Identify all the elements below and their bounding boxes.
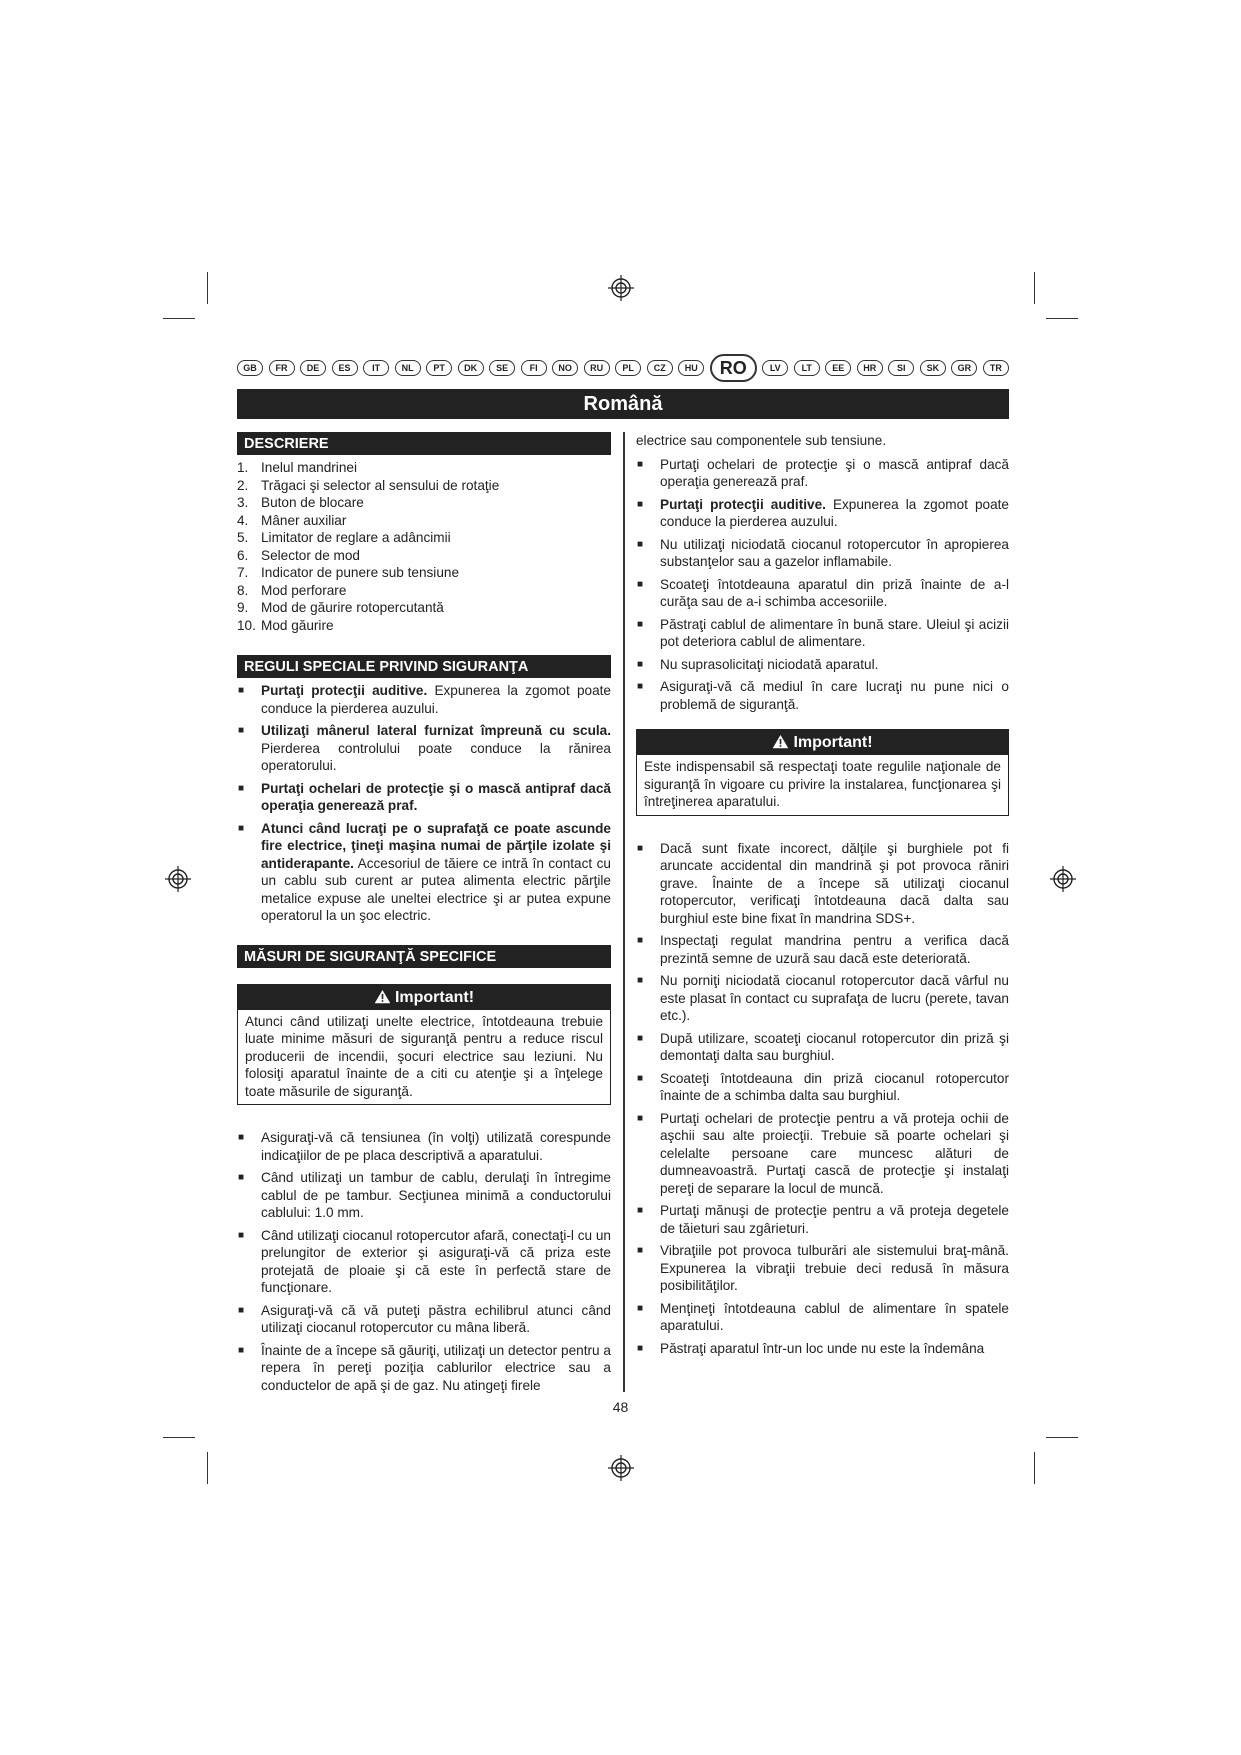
item-text: Păstraţi cablul de alimentare în bună stare. Uleiul şi acizii pot deteriora cablul de alimentare. <box>660 616 1009 649</box>
list-item: ■ Asiguraţi-vă că tensiunea (în volţi) utilizată corespunde indicaţiilor de pe placa descriptivă a aparatului. <box>237 1129 611 1164</box>
language-tab-si: SI <box>888 360 914 376</box>
language-tab-fi: FI <box>521 360 547 376</box>
safety-rules-list <box>237 682 611 925</box>
language-tab-es: ES <box>332 360 358 376</box>
list-item: ■ Vibraţiile pot provoca tulburări ale sistemului braţ-mână. Expunerea la vibraţii trebuie deci redusă în măsura posibilităţilor. <box>636 1242 1009 1295</box>
item-label: Mod de găurire rotopercutantă <box>261 600 444 615</box>
language-tab-tr: TR <box>983 360 1009 376</box>
list-item <box>636 656 1009 674</box>
language-tab-dk: DK <box>458 360 484 376</box>
list-item: ■ Când utilizaţi un tambur de cablu, derulaţi în întregime cablul de pe tambur. Secţiunea minimă a conductorului cablului: 1.0 mm. <box>237 1169 611 1222</box>
language-tab-no: NO <box>552 360 578 376</box>
language-tab-sk: SK <box>920 360 946 376</box>
list-item <box>237 494 611 512</box>
continued-text: electrice sau componentele sub tensiune. <box>636 433 887 448</box>
item-text: Nu suprasolicitaţi niciodată aparatul. <box>660 656 879 672</box>
list-item <box>237 599 611 617</box>
safety-list-b <box>636 840 1009 1358</box>
registration-mark-icon <box>165 866 191 892</box>
item-number: 5. <box>237 530 249 545</box>
specific-measures-list <box>237 1129 611 1394</box>
language-tab-se: SE <box>489 360 515 376</box>
list-item <box>237 512 611 530</box>
page-number: 48 <box>612 1399 629 1415</box>
column-divider <box>623 432 625 1392</box>
warning-icon <box>772 734 789 749</box>
crop-mark <box>163 1437 195 1438</box>
list-item: ■ Asiguraţi-vă că vă puteţi păstra echilibrul atunci când utilizaţi ciocanul rotopercutor cu mâna liberă. <box>237 1302 611 1337</box>
list-item <box>636 616 1009 651</box>
item-number: 10. <box>237 617 256 633</box>
list-item: ■ Nu porniţi niciodată ciocanul rotopercutor dacă vârful nu este plasat în contact cu suprafaţa de lucru (perete, tavan etc.). <box>636 972 1009 1025</box>
crop-mark <box>207 272 208 304</box>
page-title: Română <box>237 389 1009 419</box>
language-tab-cz: CZ <box>647 360 673 376</box>
language-tab-gr: GR <box>951 360 977 376</box>
list-item: ■ Păstraţi aparatul într-un loc unde nu este la îndemâna <box>636 1340 1009 1358</box>
list-item <box>237 547 611 565</box>
crop-mark <box>1034 272 1035 304</box>
item-text: Expunerea la zgomot poate conduce la pierderea auzului. <box>660 496 1009 529</box>
important-text: Este indispensabil să respectaţi toate regulile naţionale de siguranţă în vigoare cu privire la instalarea, funcţionarea şi întreţinerea aparatului. <box>644 759 1001 809</box>
list-item <box>237 582 611 600</box>
list-item <box>636 576 1009 611</box>
item-number: 7. <box>237 565 249 580</box>
list-item <box>237 617 611 635</box>
item-emphasis: Purtaţi ochelari de protecţie şi o mască antipraf dacă operaţia generează praf. <box>261 780 611 813</box>
item-number: 3. <box>237 495 249 510</box>
language-tab-pt: PT <box>426 360 452 376</box>
crop-mark <box>1034 1452 1035 1484</box>
language-tab-lv: LV <box>762 360 788 376</box>
list-item <box>636 678 1009 713</box>
item-number: 2. <box>237 477 249 493</box>
list-item <box>237 820 611 925</box>
item-emphasis: Utilizaţi mânerul lateral furnizat împreună cu scula. <box>261 723 611 738</box>
list-item <box>237 477 611 495</box>
item-label: Mod perforare <box>261 582 347 598</box>
crop-mark <box>207 1452 208 1484</box>
description-list <box>237 459 611 634</box>
language-tab-pl: PL <box>615 360 641 376</box>
item-text: Asiguraţi-vă că mediul în care lucraţi nu pune nici o problemă de siguranţă. <box>660 679 1009 712</box>
list-item: ■ Înainte de a începe să găuriţi, utilizaţi un detector pentru a repera în pereţi poziţia cablurilor electrice sau a conductelor de apă şi de gaz. Nu atingeţi firele <box>237 1342 611 1395</box>
left-column <box>237 432 611 1399</box>
list-item: ■ Când utilizaţi ciocanul rotopercutor afară, conectaţi-l cu un prelungitor de exterior şi asiguraţi-vă că priza este protejată de ploaie şi că este în perfectă stare de funcţionare. <box>237 1227 611 1297</box>
list-item <box>237 780 611 815</box>
item-label: Buton de blocare <box>261 495 364 510</box>
list-item <box>636 456 1009 491</box>
item-text: Purtaţi ochelari de protecţie şi o mască antipraf dacă operaţia generează praf. <box>660 456 1009 489</box>
item-number: 6. <box>237 547 249 563</box>
item-text: Accesoriul de tăiere ce intră în contact cu un cablu sub curent ar putea alimenta electric părţile metalice expuse ale uneltei electrice şi ar putea expune operatorul la un şoc electric. <box>261 855 611 923</box>
section-title-descriere: DESCRIERE <box>237 432 611 455</box>
item-number: 4. <box>237 512 249 528</box>
item-number: 8. <box>237 582 249 598</box>
language-tab-ro: RO <box>710 354 757 382</box>
item-emphasis: Atunci când lucraţi pe o suprafaţă ce poate ascunde fire electrice, ţineţi maşina numai de părţile izolate şi antiderapante. <box>261 820 611 871</box>
item-label: Limitator de reglare a adâncimii <box>261 530 451 545</box>
language-tab-fr: FR <box>269 360 295 376</box>
important-header <box>238 985 610 1010</box>
language-tab-de: DE <box>300 360 326 376</box>
registration-mark-icon <box>1050 866 1076 892</box>
list-item: ■ Purtaţi mănuşi de protecţie pentru a vă proteja degetele de tăieturi sau zgârieturi. <box>636 1202 1009 1237</box>
list-item: ■ Purtaţi ochelari de protecţie pentru a vă proteja ochii de aşchii sau alte proiecţii. Trebuie să poarte ochelari şi celelalte persoane care muncesc alături de dumneavoastră. Purtaţi cască de protecţie şi instalaţi pereţi de separare la locul de muncă. <box>636 1110 1009 1198</box>
item-label: Indicator de punere sub tensiune <box>261 565 460 580</box>
item-emphasis: Purtaţi protecţii auditive. <box>660 496 826 512</box>
list-item <box>237 564 611 582</box>
list-item <box>636 536 1009 571</box>
list-item <box>636 496 1009 531</box>
section-title-masuri: MĂSURI DE SIGURANŢĂ SPECIFICE <box>237 945 611 968</box>
language-tab-gb: GB <box>237 360 263 376</box>
item-label: Selector de mod <box>261 547 360 563</box>
important-title: Important! <box>793 734 873 751</box>
section-title-reguli: REGULI SPECIALE PRIVIND SIGURANŢA <box>237 655 611 678</box>
language-tab-hr: HR <box>857 360 883 376</box>
item-label: Inelul mandrinei <box>261 460 357 475</box>
list-item <box>237 529 611 547</box>
language-tab-nl: NL <box>395 360 421 376</box>
important-title: Important! <box>394 988 475 1006</box>
crop-mark <box>163 318 195 319</box>
important-header <box>637 730 1008 755</box>
list-item: ■ Inspectaţi regulat mandrina pentru a verifica dacă prezintă semne de uzură sau dacă este deteriorată. <box>636 932 1009 967</box>
important-text: Atunci când utilizaţi unelte electrice, întotdeauna trebuie luate minime măsuri de siguranţă pentru a reduce riscul producerii de incendii, şocuri electrice sau leziuni. Nu folosiţi aparatul înainte de a citi cu atenţie şi a înţelege toate măsurile de siguranţă. <box>245 1013 603 1099</box>
safety-list-a <box>636 456 1009 714</box>
language-tab-ee: EE <box>825 360 851 376</box>
registration-mark-icon <box>608 275 634 301</box>
item-number: 9. <box>237 600 249 615</box>
registration-mark-icon <box>608 1455 634 1481</box>
list-item <box>237 459 611 477</box>
list-item <box>237 722 611 775</box>
language-tab-ru: RU <box>584 360 610 376</box>
right-column <box>636 432 1009 1362</box>
item-label: Mod găurire <box>261 617 334 633</box>
language-tab-it: IT <box>363 360 389 376</box>
list-item: ■ Menţineţi întotdeauna cablul de alimentare în spatele aparatului. <box>636 1300 1009 1335</box>
language-selector <box>237 354 1009 382</box>
list-item <box>237 682 611 717</box>
item-label: Mâner auxiliar <box>261 512 347 528</box>
warning-icon <box>374 989 391 1004</box>
important-box <box>237 984 611 1106</box>
language-tab-hu: HU <box>678 360 704 376</box>
list-item: ■ După utilizare, scoateţi ciocanul rotopercutor din priză şi demontaţi dalta sau burghiul. <box>636 1030 1009 1065</box>
item-text: Scoateţi întotdeauna aparatul din priză înainte de a-l curăţa sau de a-i schimba accesoriile. <box>660 576 1009 609</box>
list-item: ■ Scoateţi întotdeauna din priză ciocanul rotopercutor înainte de a schimba dalta sau burghiul. <box>636 1070 1009 1105</box>
item-text: Pierderea controlului poate conduce la rănirea operatorului. <box>261 740 611 773</box>
crop-mark <box>1046 1437 1078 1438</box>
important-box <box>636 729 1009 816</box>
item-text: Expunerea la zgomot poate conduce la pierderea auzului. <box>261 683 611 716</box>
list-item: ■ Dacă sunt fixate incorect, dălţile şi burghiele pot fi aruncate accidental din mandrină şi pot provoca răniri grave. Înainte de a începe să utilizaţi ciocanul rotopercutor, verificaţi întotdeauna dacă dalta sau burghiul este bine fixat în mandrina SDS+. <box>636 840 1009 928</box>
item-number: 1. <box>237 460 249 475</box>
item-text: Nu utilizaţi niciodată ciocanul rotopercutor în apropierea substanţelor sau a gazelor inflamabile. <box>660 536 1009 569</box>
crop-mark <box>1046 318 1078 319</box>
language-tab-lt: LT <box>794 360 820 376</box>
item-label: Trăgaci şi selector al sensului de rotaţie <box>261 477 500 493</box>
item-emphasis: Purtaţi protecţii auditive. <box>261 683 428 698</box>
